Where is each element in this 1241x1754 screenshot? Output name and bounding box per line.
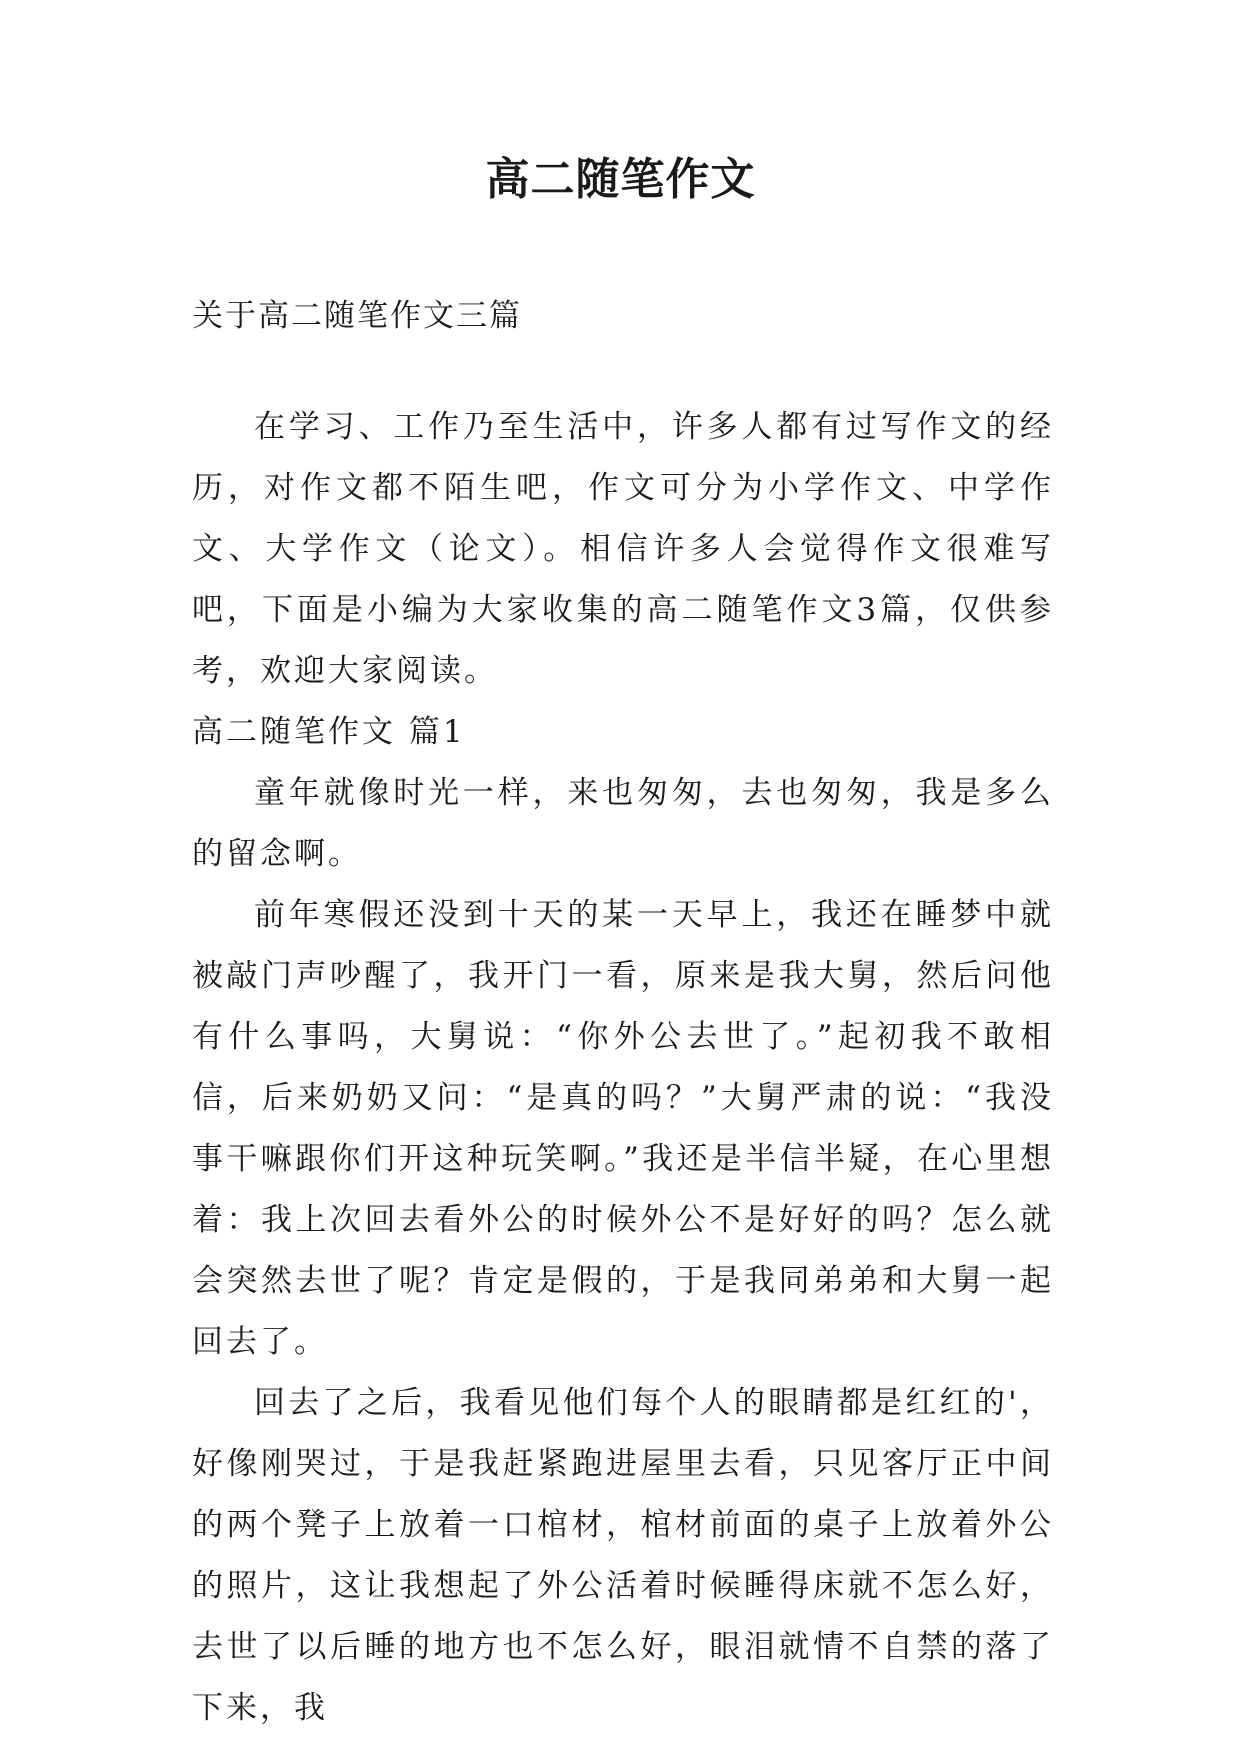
document-body bbox=[192, 286, 1054, 1739]
document-title: 高二随笔作文 bbox=[485, 154, 756, 205]
document-subtitle: 关于高二随笔作文三篇 bbox=[192, 298, 522, 334]
body-paragraph-2: 前年寒假还没到十天的某一天早上，我还在睡梦中就被敲门声吵醒了，我开门一看，原来是我大舅，然后问他有什么事吗，大舅说：“你外公去世了。”起初我不敢相信，后来奶奶又问：“是真的吗？”大舅严肃的说：“我没事干嘛跟你们开这种玩笑啊。”我还是半信半疑，在心里想着：我上次回去看外公的时候外公不是好好的吗？怎么就会突然去世了呢？肯定是假的，于是我同弟弟和大舅一起回去了。 bbox=[192, 897, 1054, 1360]
body-paragraph-3: 回去了之后，我看见他们每个人的眼睛都是红红的'，好像刚哭过，于是我赶紧跑进屋里去看，只见客厅正中间的两个凳子上放着一口棺材，棺材前面的桌子上放着外公的照片，这让我想起了外公活着时候睡得床就不怎么好，去世了以后睡的地方也不怎么好，眼泪就情不自禁的落了下来，我 bbox=[192, 1385, 1054, 1726]
section-heading: 高二随笔作文 篇1 bbox=[192, 714, 466, 750]
intro-paragraph: 在学习、工作乃至生活中，许多人都有过写作文的经历，对作文都不陌生吧，作文可分为小学作文、中学作文、大学作文（论文）。相信许多人会觉得作文很难写吧，下面是小编为大家收集的高二随笔作文3篇，仅供参考，欢迎大家阅读。 bbox=[192, 409, 1054, 689]
body-paragraph-1: 童年就像时光一样，来也匆匆，去也匆匆，我是多么的留念啊。 bbox=[192, 775, 1054, 872]
